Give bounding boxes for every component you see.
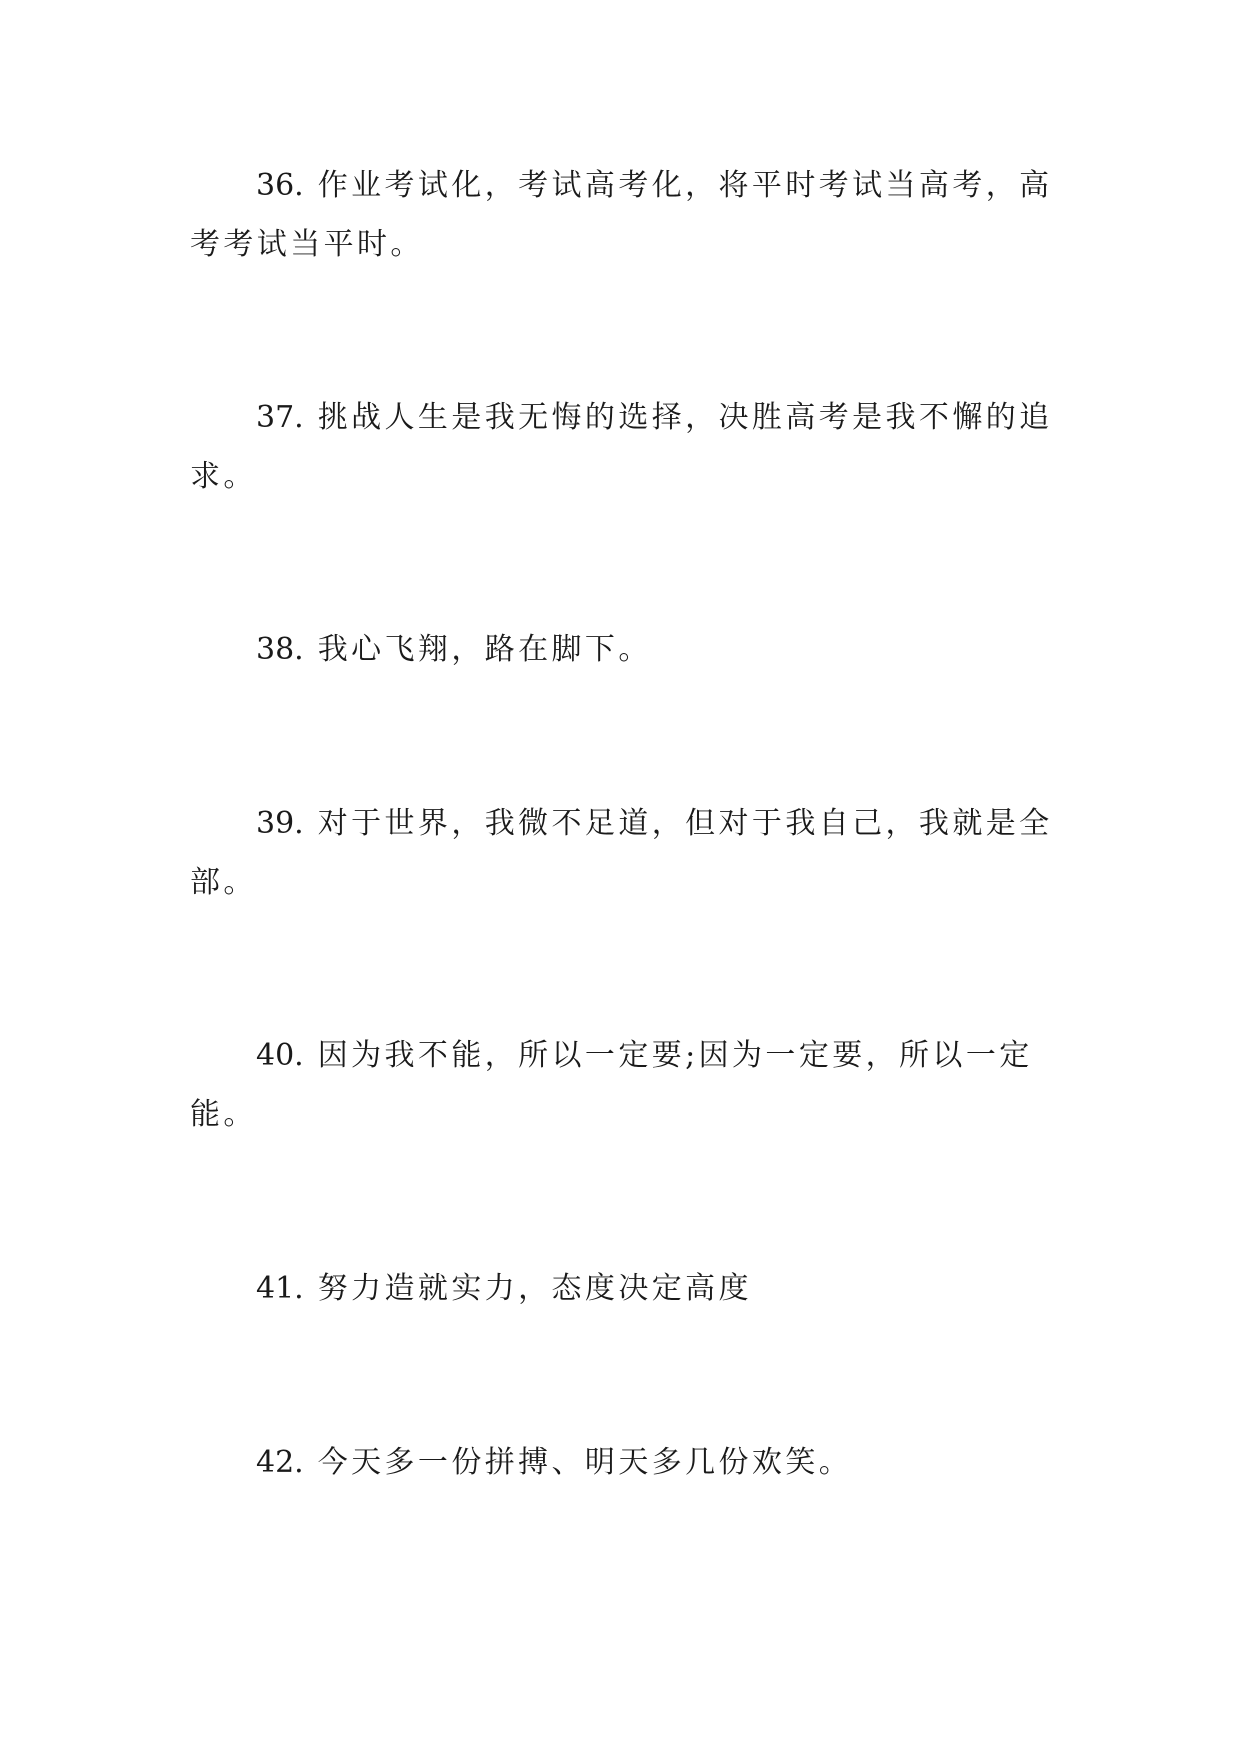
item-number: 41.: [256, 1271, 304, 1306]
item-text: 我心飞翔，路在脚下。: [317, 632, 652, 667]
item-text: 因为我不能，所以一定要;因为一定要，所以一定能。: [190, 1038, 1033, 1132]
item-text: 对于世界，我微不足道，但对于我自己，我就是全部。: [190, 806, 1053, 900]
item-number: 36.: [256, 168, 304, 203]
list-item: [190, 1259, 1058, 1318]
list-item: [190, 1026, 1058, 1144]
item-number: 37.: [256, 400, 304, 435]
list-item: [190, 388, 1058, 506]
list-item: [190, 156, 1058, 274]
list-item: [190, 620, 1058, 679]
item-text: 努力造就实力，态度决定高度: [317, 1271, 752, 1306]
list-item: [190, 1433, 1058, 1492]
list-item: [190, 794, 1058, 912]
item-text: 今天多一份拼搏、明天多几份欢笑。: [317, 1445, 853, 1480]
item-number: 42.: [256, 1445, 304, 1480]
item-text: 挑战人生是我无悔的选择，决胜高考是我不懈的追求。: [190, 400, 1053, 494]
item-number: 40.: [256, 1038, 304, 1073]
item-number: 38.: [256, 632, 304, 667]
item-text: 作业考试化，考试高考化，将平时考试当高考，高考考试当平时。: [190, 168, 1053, 262]
item-number: 39.: [256, 806, 304, 841]
